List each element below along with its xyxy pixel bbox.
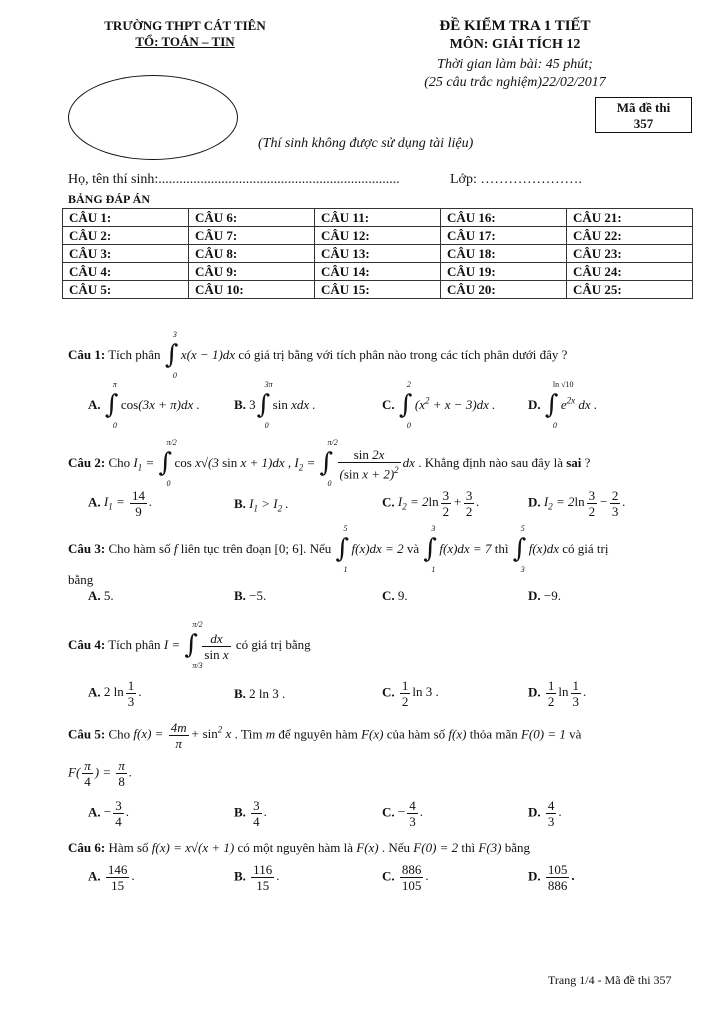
q4-option-d[interactable] [528,678,586,709]
option-letter: B. [234,868,246,884]
answer-cell[interactable]: CÂU 10: [189,281,315,299]
formula: f [173,540,178,556]
answer-row [63,227,693,245]
option-letter: C. [382,396,395,412]
question-text: thì [461,840,476,855]
question-6 [68,840,530,856]
question-text: có giá trị [562,540,609,556]
formula: I = ∫ π/2 π/3 $\frac{dx}{\text{sin x}}$ [163,620,229,670]
answer-cell[interactable]: CÂU 16: [441,209,567,227]
formula: $I_1$ = ∫ π/2 0 cos x√(3 sin x + 1)dx , $I_2$ = ∫ π/2 0 $\frac{\sin 2x}{(\sin x + 2)^2}$ dx [133,438,415,488]
formula: $\frac{105}{886}$ . [547,862,575,893]
formula: $I_2 = 2\ln$ $\frac{3}{2}$ + $\frac{3}{2}$ . [397,488,480,519]
formula: 3 ∫ 3π 0 sin xdx . [249,380,316,430]
question-text: Cho [108,454,131,470]
formula: f(x) [448,726,467,742]
answer-cell[interactable]: CÂU 15: [315,281,441,299]
question-text: . Nếu [381,840,411,855]
answer-cell[interactable]: CÂU 25: [567,281,693,299]
answer-cell[interactable]: CÂU 19: [441,263,567,281]
question-1 [68,330,568,380]
q3-option-c[interactable] [382,588,408,604]
exam-code-label: Mã đề thi [616,100,671,115]
question-text: Hàm số [108,840,149,855]
option-letter: D. [528,684,541,700]
exam-code-box [595,97,692,133]
formula: ∫ 5 3 f(x)dx [512,524,560,574]
q4-option-c[interactable] [382,678,439,709]
option-letter: C. [382,684,395,700]
question-text: liên tục trên đoạn [0; 6]. Nếu [180,540,332,556]
exam-code-value: 357 [633,116,654,131]
question-5-continued: F( $\frac{\pi}{4}$ ) = $\frac{\pi}{8}$ . [68,758,133,789]
answer-row [63,281,693,299]
option-letter: B. [234,686,246,701]
answer-cell[interactable]: CÂU 6: [189,209,315,227]
formula: $\frac{1}{2}$ ln $\frac{1}{3}$ . [547,678,587,709]
answer-cell[interactable]: CÂU 24: [567,263,693,281]
answer-cell[interactable]: CÂU 8: [189,245,315,263]
option-letter: C. [382,804,395,820]
q1-option-b[interactable] [234,380,316,430]
formula: $\frac{1}{2}$ ln 3 . [401,678,439,709]
question-text: thỏa mãn [469,726,518,742]
answer-cell[interactable]: CÂU 14: [315,263,441,281]
formula: ∫ π 0 cos(3x + π)dx . [104,380,200,430]
answer-cell[interactable]: CÂU 23: [567,245,693,263]
option-letter: D. [528,588,541,603]
formula: − $\frac{3}{4}$ . [103,798,129,829]
q2-option-b[interactable] [234,496,289,514]
option-letter: D. [528,868,541,884]
q3-option-d[interactable] [528,588,561,604]
option-letter: A. [88,868,101,884]
question-text: có giá trị bằng với tích phân nào trong các tích phân dưới đây ? [238,346,568,362]
department: TỔ: TOÁN – TIN [135,34,235,49]
question-text: thì [494,540,509,556]
page-footer: Trang 1/4 - Mã đề thi 357 [548,973,672,987]
question-text: và [406,540,420,556]
formula: $\frac{3}{4}$ . [253,798,267,829]
answer-cell[interactable]: CÂU 21: [567,209,693,227]
subject: MÔN: GIẢI TÍCH 12 [449,37,581,52]
question-text: Cho [108,726,131,742]
option-value: −9. [543,588,561,603]
q6-option-b[interactable] [234,862,279,893]
answer-cell[interactable]: CÂU 3: [63,245,189,263]
q1-option-a[interactable] [88,380,200,430]
q1-option-d[interactable] [528,380,598,430]
option-value: 9. [397,588,408,603]
question-label: Câu 5: [68,726,106,742]
question-label: Câu 3: [68,540,106,556]
question-3-continued: bằng [68,572,94,587]
q5-option-b[interactable] [234,798,267,829]
question-text: để nguyên hàm [278,726,358,742]
formula: 2 ln $\frac{1}{3}$ . [103,678,142,709]
school-name: TRƯỜNG THPT CÁT TIÊN [104,18,266,33]
answer-row [63,245,693,263]
option-letter: A. [88,588,101,603]
option-letter: C. [382,494,395,510]
answer-cell[interactable]: CÂU 18: [441,245,567,263]
option-letter: B. [234,396,246,412]
formula: − $\frac{4}{3}$ . [397,798,423,829]
answer-cell[interactable]: CÂU 13: [315,245,441,263]
q3-option-b[interactable] [234,588,266,604]
question-text: ? [584,454,591,470]
question-label: Câu 2: [68,454,106,470]
q6-option-a[interactable] [88,862,135,893]
answer-cell[interactable]: CÂU 22: [567,227,693,245]
question-label: Câu 1: [68,346,106,362]
option-letter: A. [88,804,101,820]
student-class-line[interactable]: Lớp: …………………. [450,172,582,187]
q2-option-a[interactable] [88,488,152,519]
answer-row [63,209,693,227]
q3-option-a[interactable] [88,588,114,604]
question-text: Tích phân [108,346,161,362]
exam-time: Thời gian làm bài: 45 phút; [437,57,593,72]
formula: $I_1$ = $\frac{14}{9}$ . [103,488,153,519]
answer-cell[interactable]: CÂU 5: [63,281,189,299]
q2-option-d[interactable] [528,488,626,519]
q1-option-c[interactable] [382,380,496,430]
score-oval [68,75,238,160]
answer-cell[interactable]: CÂU 9: [189,263,315,281]
question-label: Câu 4: [68,636,106,652]
question-text: Cho hàm số [108,540,171,556]
answer-table [62,208,693,299]
exam-count-date: (25 câu trắc nghiệm)22/02/2017 [424,75,606,90]
option-letter: C. [382,588,395,603]
question-2 [68,438,591,488]
option-letter: B. [234,496,246,511]
formula: F(3) [478,840,502,855]
formula: $\frac{886}{105}$ . [401,862,429,893]
answer-cell[interactable]: CÂU 17: [441,227,567,245]
option-letter: A. [88,494,101,510]
formula: $I_2 = 2\ln$ $\frac{3}{2}$ − $\frac{2}{3}$ . [543,488,626,519]
option-letter: B. [234,804,246,820]
formula: $\frac{146}{15}$ . [107,862,135,893]
formula: ∫ 5 1 f(x)dx = 2 [335,524,404,574]
formula: f(x) = $\frac{4m}{\pi}$ + $\sin^2 x$ [133,720,232,751]
formula: ∫ 2 0 $(x^2 + x - 3)dx$ . [398,380,496,430]
question-text: của hàm số [386,726,446,742]
option-letter: A. [88,396,101,412]
q5-option-c[interactable] [382,798,423,829]
question-label: Câu 6: [68,840,106,855]
formula: ∫ 3 0 x(x − 1)dx [164,330,236,380]
answer-table-title: BẢNG ĐÁP ÁN [68,192,151,206]
answer-cell[interactable]: CÂU 2: [63,227,189,245]
formula: F(0) = 1 [520,726,566,742]
exam-title: ĐỀ KIỂM TRA 1 TIẾT [439,18,591,34]
q4-option-a[interactable] [88,678,142,709]
formula: $I_1 > I_2$ . [249,496,289,514]
formula: ∫ ln √10 0 $e^{2x}$ dx . [544,380,598,430]
formula: m [265,726,276,742]
formula: F(x) [356,840,379,855]
q5-option-d[interactable] [528,798,562,829]
option-letter: B. [234,588,246,603]
answer-cell[interactable]: CÂU 1: [63,209,189,227]
exam-note: (Thí sinh không được sử dụng tài liệu) [258,136,474,151]
question-text: . Tìm [234,726,263,742]
formula: F(0) = 2 [413,840,459,855]
formula: $\frac{116}{15}$ . [253,862,280,893]
question-text: và [569,726,582,742]
option-letter: D. [528,396,541,412]
formula: ∫ 3 1 f(x)dx = 7 [423,524,492,574]
q6-option-d[interactable] [528,862,575,893]
question-3 [68,524,609,574]
formula: F(x) [361,726,384,742]
question-text: bằng [504,840,531,855]
question-text: có một nguyên hàm là [237,840,353,855]
q6-option-c[interactable] [382,862,429,893]
answer-cell[interactable]: CÂU 12: [315,227,441,245]
answer-row [63,263,693,281]
emphasis-word: sai [566,454,582,470]
option-letter: D. [528,804,541,820]
question-5 [68,720,581,751]
formula: f(x) = x√(x + 1) [151,840,235,855]
option-letter: C. [382,868,395,884]
q4-option-b[interactable] [234,686,285,702]
q5-option-a[interactable] [88,798,129,829]
question-text: . Khẳng định nào sau đây là [418,454,563,470]
q2-option-c[interactable] [382,488,480,519]
formula: 2 ln 3 . [249,686,286,701]
answer-cell[interactable]: CÂU 4: [63,263,189,281]
answer-cell[interactable]: CÂU 7: [189,227,315,245]
question-text: có giá trị bằng [235,636,311,652]
option-value: −5. [249,588,267,603]
formula: $\frac{4}{3}$ . [547,798,562,829]
option-letter: D. [528,494,541,510]
option-letter: A. [88,684,101,700]
option-value: 5. [103,588,114,603]
answer-cell[interactable]: CÂU 20: [441,281,567,299]
question-4 [68,620,311,670]
question-text: Tích phân [108,636,161,652]
student-name-line[interactable]: Họ, tên thí sinh:..................................................................... [68,172,400,187]
answer-cell[interactable]: CÂU 11: [315,209,441,227]
